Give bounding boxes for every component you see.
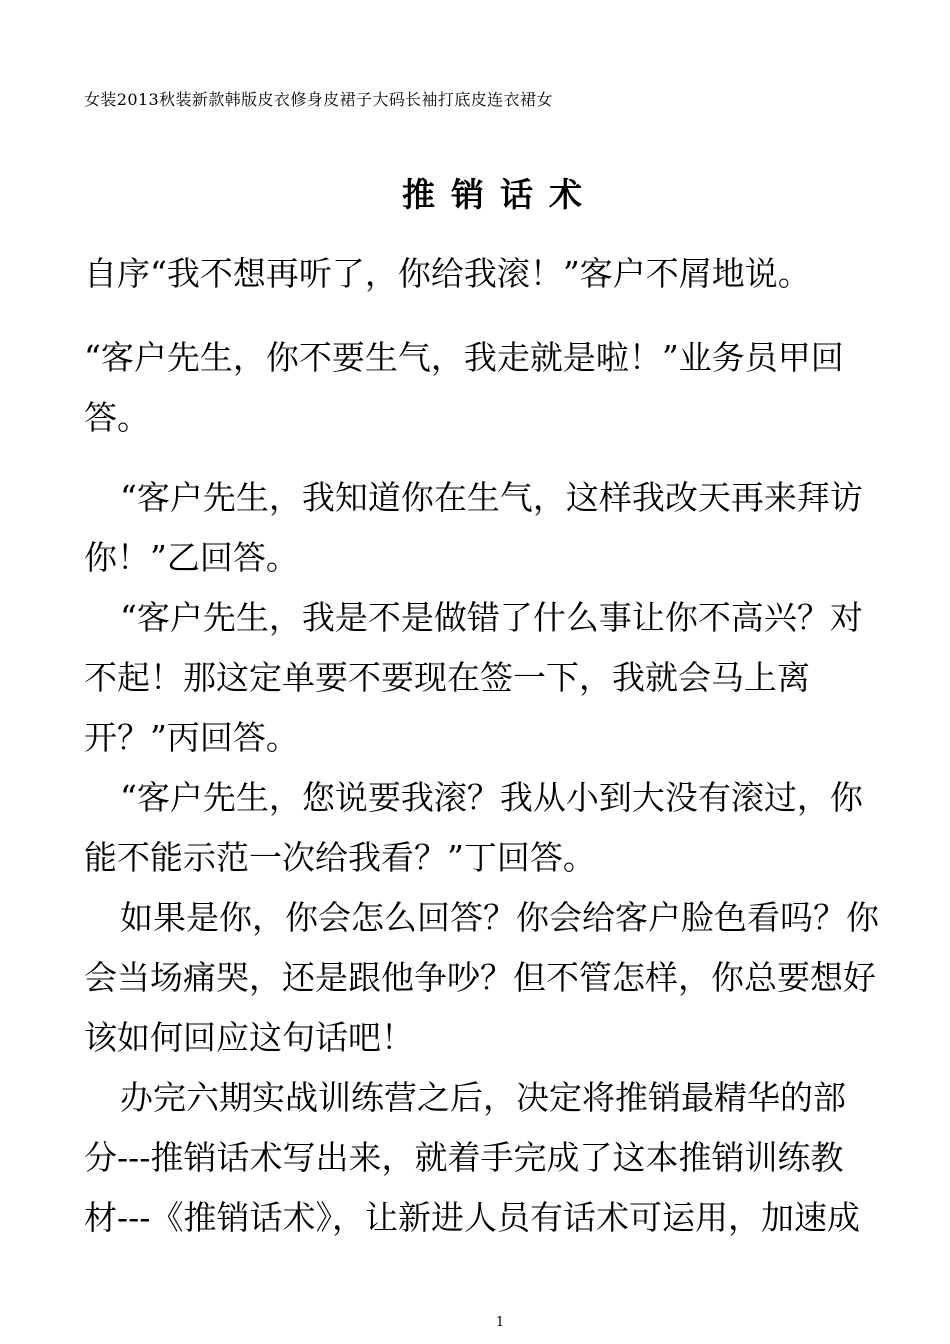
- page-number: 1: [495, 1315, 505, 1330]
- body-line-10: 能不能示范一次给我看？”丁回答。: [84, 838, 596, 877]
- body-line-9: “客户先生，您说要我滚？我从小到大没有滚过，你: [120, 778, 863, 817]
- body-line-3: 答。: [84, 398, 150, 437]
- body-line-15: 分---推销话术写出来，就着手完成了这本推销训练教: [84, 1138, 844, 1177]
- body-line-13: 该如何回应这句话吧！: [84, 1018, 414, 1057]
- body-line-2: “客户先生，你不要生气，我走就是啦！”业务员甲回: [84, 338, 844, 377]
- body-line-12: 会当场痛哭，还是跟他争吵？但不管怎样，你总要想好: [84, 958, 876, 997]
- body-line-14: 办完六期实战训练营之后，决定将推销最精华的部: [120, 1078, 846, 1117]
- body-line-1: 自序“我不想再听了，你给我滚！”客户不屑地说。: [84, 254, 811, 293]
- document-header: 女装2013秋装新款韩版皮衣修身皮裙子大码长袖打底皮连衣裙女: [84, 90, 553, 109]
- body-line-4: “客户先生，我知道你在生气，这样我改天再来拜访: [120, 478, 863, 517]
- body-line-11: 如果是你，你会怎么回答？你会给客户脸色看吗？你: [120, 898, 879, 937]
- body-line-8: 开？”丙回答。: [84, 718, 299, 757]
- body-line-7: 不起！那这定单要不要现在签一下，我就会马上离: [84, 658, 810, 697]
- body-line-5: 你！”乙回答。: [84, 538, 299, 577]
- body-line-6: “客户先生，我是不是做错了什么事让你不高兴？对: [120, 598, 863, 637]
- body-line-16: 材---《推销话术》，让新进人员有话术可运用，加速成: [84, 1198, 860, 1237]
- page-title: 推销话术: [402, 175, 598, 214]
